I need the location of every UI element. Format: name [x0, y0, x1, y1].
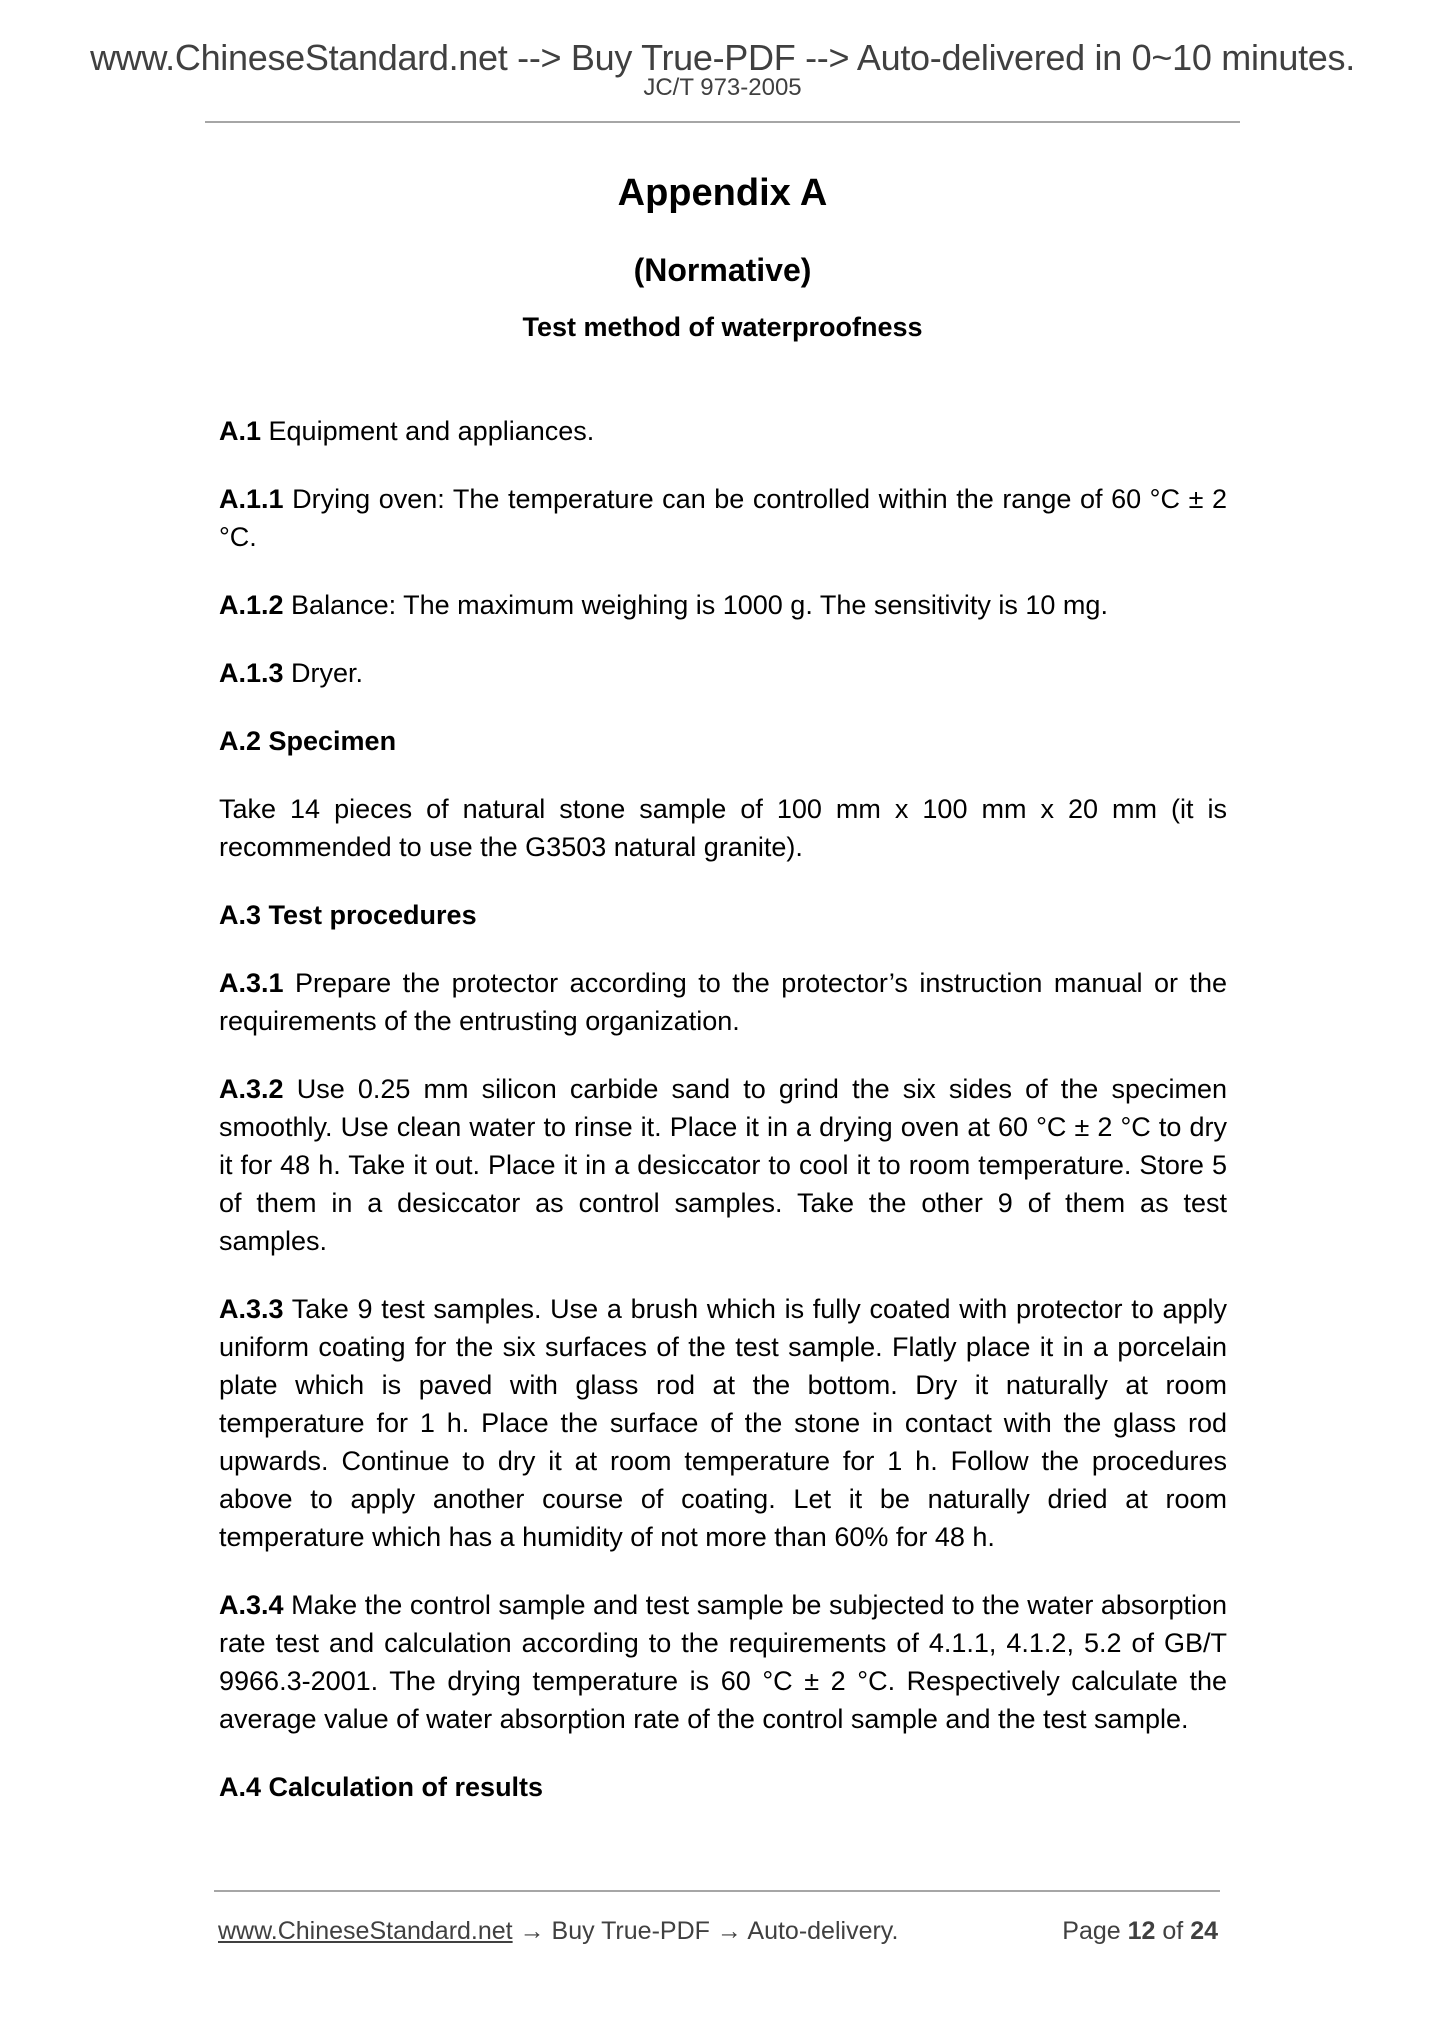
section-heading-a2: A.2 Specimen	[219, 726, 397, 756]
section-text: Make the control sample and test sample be subjected to the water absorption rate test and calculation according to the requirements of 4.1.1, 4.1.2, 5.2 of GB/T 9966.3-2001. The drying temperature is 60 °C ± 2 °C. Respectively calculate the average value of water absorption rate of the control sample and the test sample.	[219, 1590, 1227, 1734]
page-indicator	[1062, 1915, 1218, 1947]
page-current: 12	[1127, 1917, 1156, 1945]
footer-promo-text: → Buy True-PDF → Auto-delivery.	[512, 1917, 899, 1945]
section-text: Dryer.	[283, 658, 364, 688]
section-number: A.1.1	[219, 484, 284, 514]
section-a1-1	[219, 480, 1227, 556]
header-banner: www.ChineseStandard.net --> Buy True-PDF --> Auto-delivered in 0~10 minutes.	[90, 37, 1355, 78]
section-a3-3	[219, 1290, 1227, 1556]
appendix-subject: Test method of waterproofness	[522, 312, 923, 342]
section-a3-2	[219, 1070, 1227, 1260]
section-a1-2	[219, 586, 1227, 624]
section-a3-1	[219, 964, 1227, 1040]
appendix-type: (Normative)	[633, 252, 812, 288]
section-a1	[219, 412, 1227, 450]
of-label: of	[1162, 1917, 1184, 1945]
section-heading-a4: A.4 Calculation of results	[219, 1772, 544, 1802]
section-a3-4	[219, 1586, 1227, 1738]
section-number: A.3.1	[219, 968, 284, 998]
footer-promo	[218, 1915, 898, 1947]
header-divider	[205, 121, 1240, 123]
page-footer	[218, 1915, 1218, 1947]
section-number: A.1.2	[219, 590, 284, 620]
section-heading-a3: A.3 Test procedures	[219, 900, 477, 930]
document-body	[219, 412, 1227, 1836]
section-text: Equipment and appliances.	[261, 416, 595, 446]
section-number: A.1	[219, 416, 262, 446]
section-text: Balance: The maximum weighing is 1000 g. The sensitivity is 10 mg.	[283, 590, 1108, 620]
specimen-paragraph: Take 14 pieces of natural stone sample of 100 mm x 100 mm x 20 mm (it is recommended to use the G3503 natural granite).	[219, 794, 1227, 862]
footer-site-link[interactable]: www.ChineseStandard.net	[218, 1917, 513, 1945]
section-number: A.3.2	[219, 1074, 284, 1104]
document-code: JC/T 973-2005	[643, 74, 802, 101]
section-number: A.1.3	[219, 658, 284, 688]
section-number: A.3.3	[219, 1294, 284, 1324]
page-total: 24	[1190, 1917, 1218, 1945]
section-text: Drying oven: The temperature can be controlled within the range of 60 °C ± 2 °C.	[219, 484, 1227, 552]
page-label: Page	[1062, 1917, 1121, 1945]
section-text: Take 9 test samples. Use a brush which is fully coated with protector to apply uniform coating for the six surfaces of the test sample. Flatly place it in a porcelain plate which is paved with glass rod at the bottom. Dry it naturally at room temperature for 1 h. Place the surface of the stone in contact with the glass rod upwards. Continue to dry it at room temperature for 1 h. Follow the procedures above to apply another course of coating. Let it be naturally dried at room temperature which has a humidity of not more than 60% for 48 h.	[219, 1294, 1227, 1552]
section-number: A.3.4	[219, 1590, 284, 1620]
section-a1-3	[219, 654, 1227, 692]
section-text: Use 0.25 mm silicon carbide sand to grind the six sides of the specimen smoothly. Use clean water to rinse it. Place it in a drying oven at 60 °C ± 2 °C to dry it for 48 h. Take it out. Place it in a desiccator to cool it to room temperature. Store 5 of them in a desiccator as control samples. Take the other 9 of them as test samples.	[219, 1074, 1227, 1256]
appendix-title: Appendix A	[617, 172, 828, 214]
section-text: Prepare the protector according to the protector’s instruction manual or the requirements of the entrusting organization.	[219, 968, 1227, 1036]
footer-divider	[214, 1890, 1220, 1892]
